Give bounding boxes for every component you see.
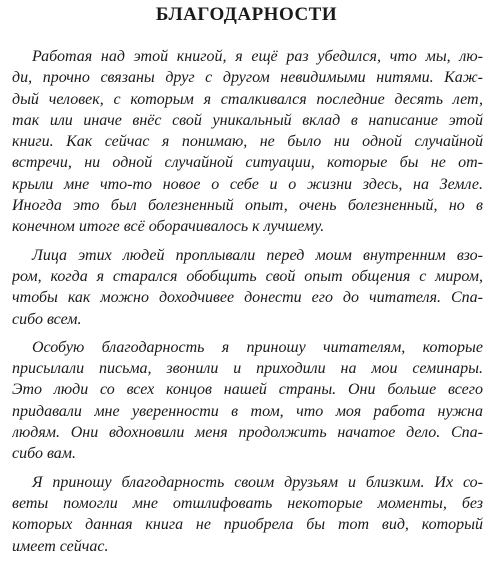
text-line: придавали мне уверенности в том, что моя работа нужна xyxy=(12,402,483,420)
text-line: ром, когда я старался обобщить свой опыт общения с миром, xyxy=(12,267,483,285)
text-line: Особую благодарность я приношу читателям, которые xyxy=(32,338,483,356)
text-line: конечном итоге всё оборачивалось к лучшему. xyxy=(12,218,325,236)
text-line: имеет сейчас. xyxy=(12,537,109,555)
text-line: которых данная книга не приобрела бы тот вид, который xyxy=(12,516,483,534)
text-line: сибо вам. xyxy=(12,445,76,463)
text-line: крыли мне что-то новое о себе и о жизни здесь, на Земле. xyxy=(12,175,483,193)
text-line: так или иначе внёс свой уникальный вклад в написание этой xyxy=(12,111,483,129)
text-line: Это люди со всех концов нашей страны. Они больше всего xyxy=(12,381,483,399)
text-line: книги. Как сейчас я понимаю, не было ни одной случайной xyxy=(12,133,483,151)
text-line: сибо всем. xyxy=(12,310,82,328)
text-line: ди, прочно связаны друг с другом невидимыми нитями. Каж- xyxy=(12,69,483,87)
acknowledgements-text xyxy=(12,46,483,564)
text-line: людям. Они вдохновили меня продолжить начатое дело. Спа- xyxy=(12,424,483,442)
paragraph xyxy=(12,337,483,465)
text-line: чтобы как можно доходчивее донести его до читателя. Спа- xyxy=(12,289,483,307)
text-line: Работая над этой книгой, я ещё раз убедился, что мы, лю- xyxy=(32,48,483,65)
text-line: веты помогли мне отшлифовать некоторые моменты, без xyxy=(12,494,483,512)
text-line: встречи, ни одной случайной ситуации, которые бы не от- xyxy=(12,154,483,172)
text-line: Иногда это был болезненный опыт, очень болезненный, но в xyxy=(12,197,483,215)
paragraph xyxy=(12,46,483,238)
text-line: Я приношу благодарность своим друзьям и близким. Их со- xyxy=(32,473,483,491)
text-line: присылали письма, звонили и приходили на мои семинары. xyxy=(12,360,483,378)
text-line: дый человек, с которым я сталкивался последние десять лет, xyxy=(12,90,483,108)
page-title: БЛАГОДАРНОСТИ xyxy=(155,4,338,25)
paragraph xyxy=(12,245,483,330)
text-line: Лица этих людей проплывали перед моим внутренним взо- xyxy=(32,246,483,264)
paragraph xyxy=(12,472,483,557)
